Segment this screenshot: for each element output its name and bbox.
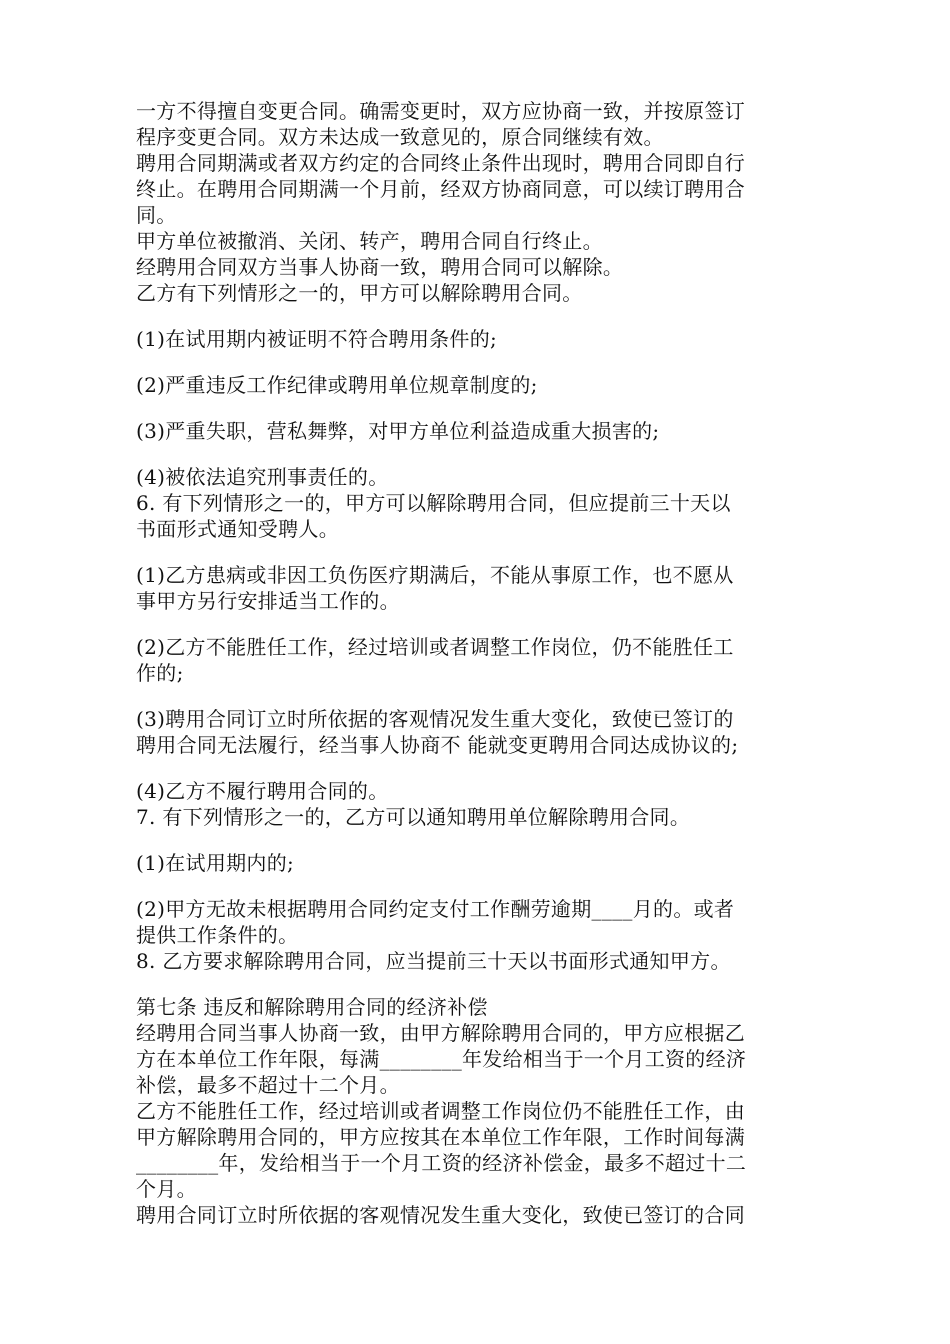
text-line: (2)乙方不能胜任工作，经过培训或者调整工作岗位，仍不能胜任工: [136, 635, 734, 659]
text-line: 书面形式通知受聘人。: [136, 517, 339, 541]
paragraph: [136, 418, 816, 444]
text-line: 一方不得擅自变更合同。确需变更时，双方应协商一致，并按原签订: [136, 99, 745, 123]
text-line: 个月。: [136, 1177, 197, 1201]
paragraph-spacer: [136, 444, 816, 464]
text-line: 甲方单位被撤消、关闭、转产，聘用合同自行终止。: [136, 229, 603, 253]
paragraph: [136, 1020, 816, 1098]
text-line: 乙方不能胜任工作，经过培训或者调整工作岗位仍不能胜任工作，由: [136, 1099, 745, 1123]
text-line: ________年，发给相当于一个月工资的经济补偿金，最多不超过十二: [136, 1151, 747, 1175]
text-line: (4)乙方不履行聘用合同的。: [136, 779, 389, 803]
paragraph-spacer: [136, 398, 816, 418]
paragraph: [136, 326, 816, 352]
paragraph: [136, 706, 816, 758]
text-line: 方在本单位工作年限，每满________年发给相当于一个月工资的经济: [136, 1047, 747, 1071]
text-line: (2)严重违反工作纪律或聘用单位规章制度的;: [136, 373, 538, 397]
text-line: 聘用合同订立时所依据的客观情况发生重大变化，致使已签订的合同: [136, 1203, 745, 1227]
paragraph: [136, 804, 816, 830]
text-line: 补偿，最多不超过十二个月。: [136, 1073, 400, 1097]
text-line: 提供工作条件的。: [136, 923, 299, 947]
paragraph: [136, 464, 816, 490]
text-line: 聘用合同无法履行，经当事人协商不 能就变更聘用合同达成协议的;: [136, 733, 739, 757]
paragraph: [136, 98, 816, 150]
text-line: (1)在试用期内的;: [136, 851, 295, 875]
paragraph: [136, 634, 816, 686]
paragraph: [136, 562, 816, 614]
paragraph: [136, 372, 816, 398]
text-line: 作的;: [136, 661, 184, 685]
paragraph-spacer: [136, 614, 816, 634]
paragraph: [136, 1098, 816, 1202]
text-line: (4)被依法追究刑事责任的。: [136, 465, 389, 489]
text-line: 终止。在聘用合同期满一个月前，经双方协商同意，可以续订聘用合: [136, 177, 745, 201]
paragraph: [136, 850, 816, 876]
text-line: 7. 有下列情形之一的，乙方可以通知聘用单位解除聘用合同。: [136, 805, 691, 829]
text-line: (3)聘用合同订立时所依据的客观情况发生重大变化，致使已签订的: [136, 707, 734, 731]
text-line: 同。: [136, 203, 177, 227]
text-line: (2)甲方无故未根据聘用合同约定支付工作酬劳逾期____月的。或者: [136, 897, 735, 921]
paragraph: [136, 490, 816, 542]
paragraph-spacer: [136, 830, 816, 850]
paragraph: [136, 778, 816, 804]
text-line: 乙方有下列情形之一的，甲方可以解除聘用合同。: [136, 281, 583, 305]
text-line: (1)乙方患病或非因工负伤医疗期满后，不能从事原工作，也不愿从: [136, 563, 734, 587]
paragraph: [136, 280, 816, 306]
text-line: 甲方解除聘用合同的，甲方应按其在本单位工作年限，工作时间每满: [136, 1125, 745, 1149]
paragraph-spacer: [136, 306, 816, 326]
text-line: 第七条 违反和解除聘用合同的经济补偿: [136, 995, 488, 1019]
paragraph: [136, 896, 816, 948]
paragraph-spacer: [136, 974, 816, 994]
paragraph-spacer: [136, 542, 816, 562]
document-page: [136, 98, 816, 1228]
text-line: 程序变更合同。双方未达成一致意见的，原合同继续有效。: [136, 125, 664, 149]
text-line: 经聘用合同当事人协商一致，由甲方解除聘用合同的，甲方应根据乙: [136, 1021, 745, 1045]
paragraph: [136, 994, 816, 1020]
paragraph: [136, 948, 816, 974]
paragraph: [136, 1202, 816, 1228]
text-line: (3)严重失职，营私舞弊，对甲方单位利益造成重大损害的;: [136, 419, 660, 443]
paragraph: [136, 254, 816, 280]
paragraph-spacer: [136, 758, 816, 778]
paragraph: [136, 228, 816, 254]
paragraph: [136, 150, 816, 228]
text-line: (1)在试用期内被证明不符合聘用条件的;: [136, 327, 498, 351]
text-line: 事甲方另行安排适当工作的。: [136, 589, 400, 613]
text-line: 聘用合同期满或者双方约定的合同终止条件出现时，聘用合同即自行: [136, 151, 745, 175]
text-line: 经聘用合同双方当事人协商一致，聘用合同可以解除。: [136, 255, 624, 279]
paragraph-spacer: [136, 352, 816, 372]
text-line: 8. 乙方要求解除聘用合同，应当提前三十天以书面形式通知甲方。: [136, 949, 731, 973]
paragraph-spacer: [136, 686, 816, 706]
text-line: 6. 有下列情形之一的，甲方可以解除聘用合同，但应提前三十天以: [136, 491, 731, 515]
paragraph-spacer: [136, 876, 816, 896]
